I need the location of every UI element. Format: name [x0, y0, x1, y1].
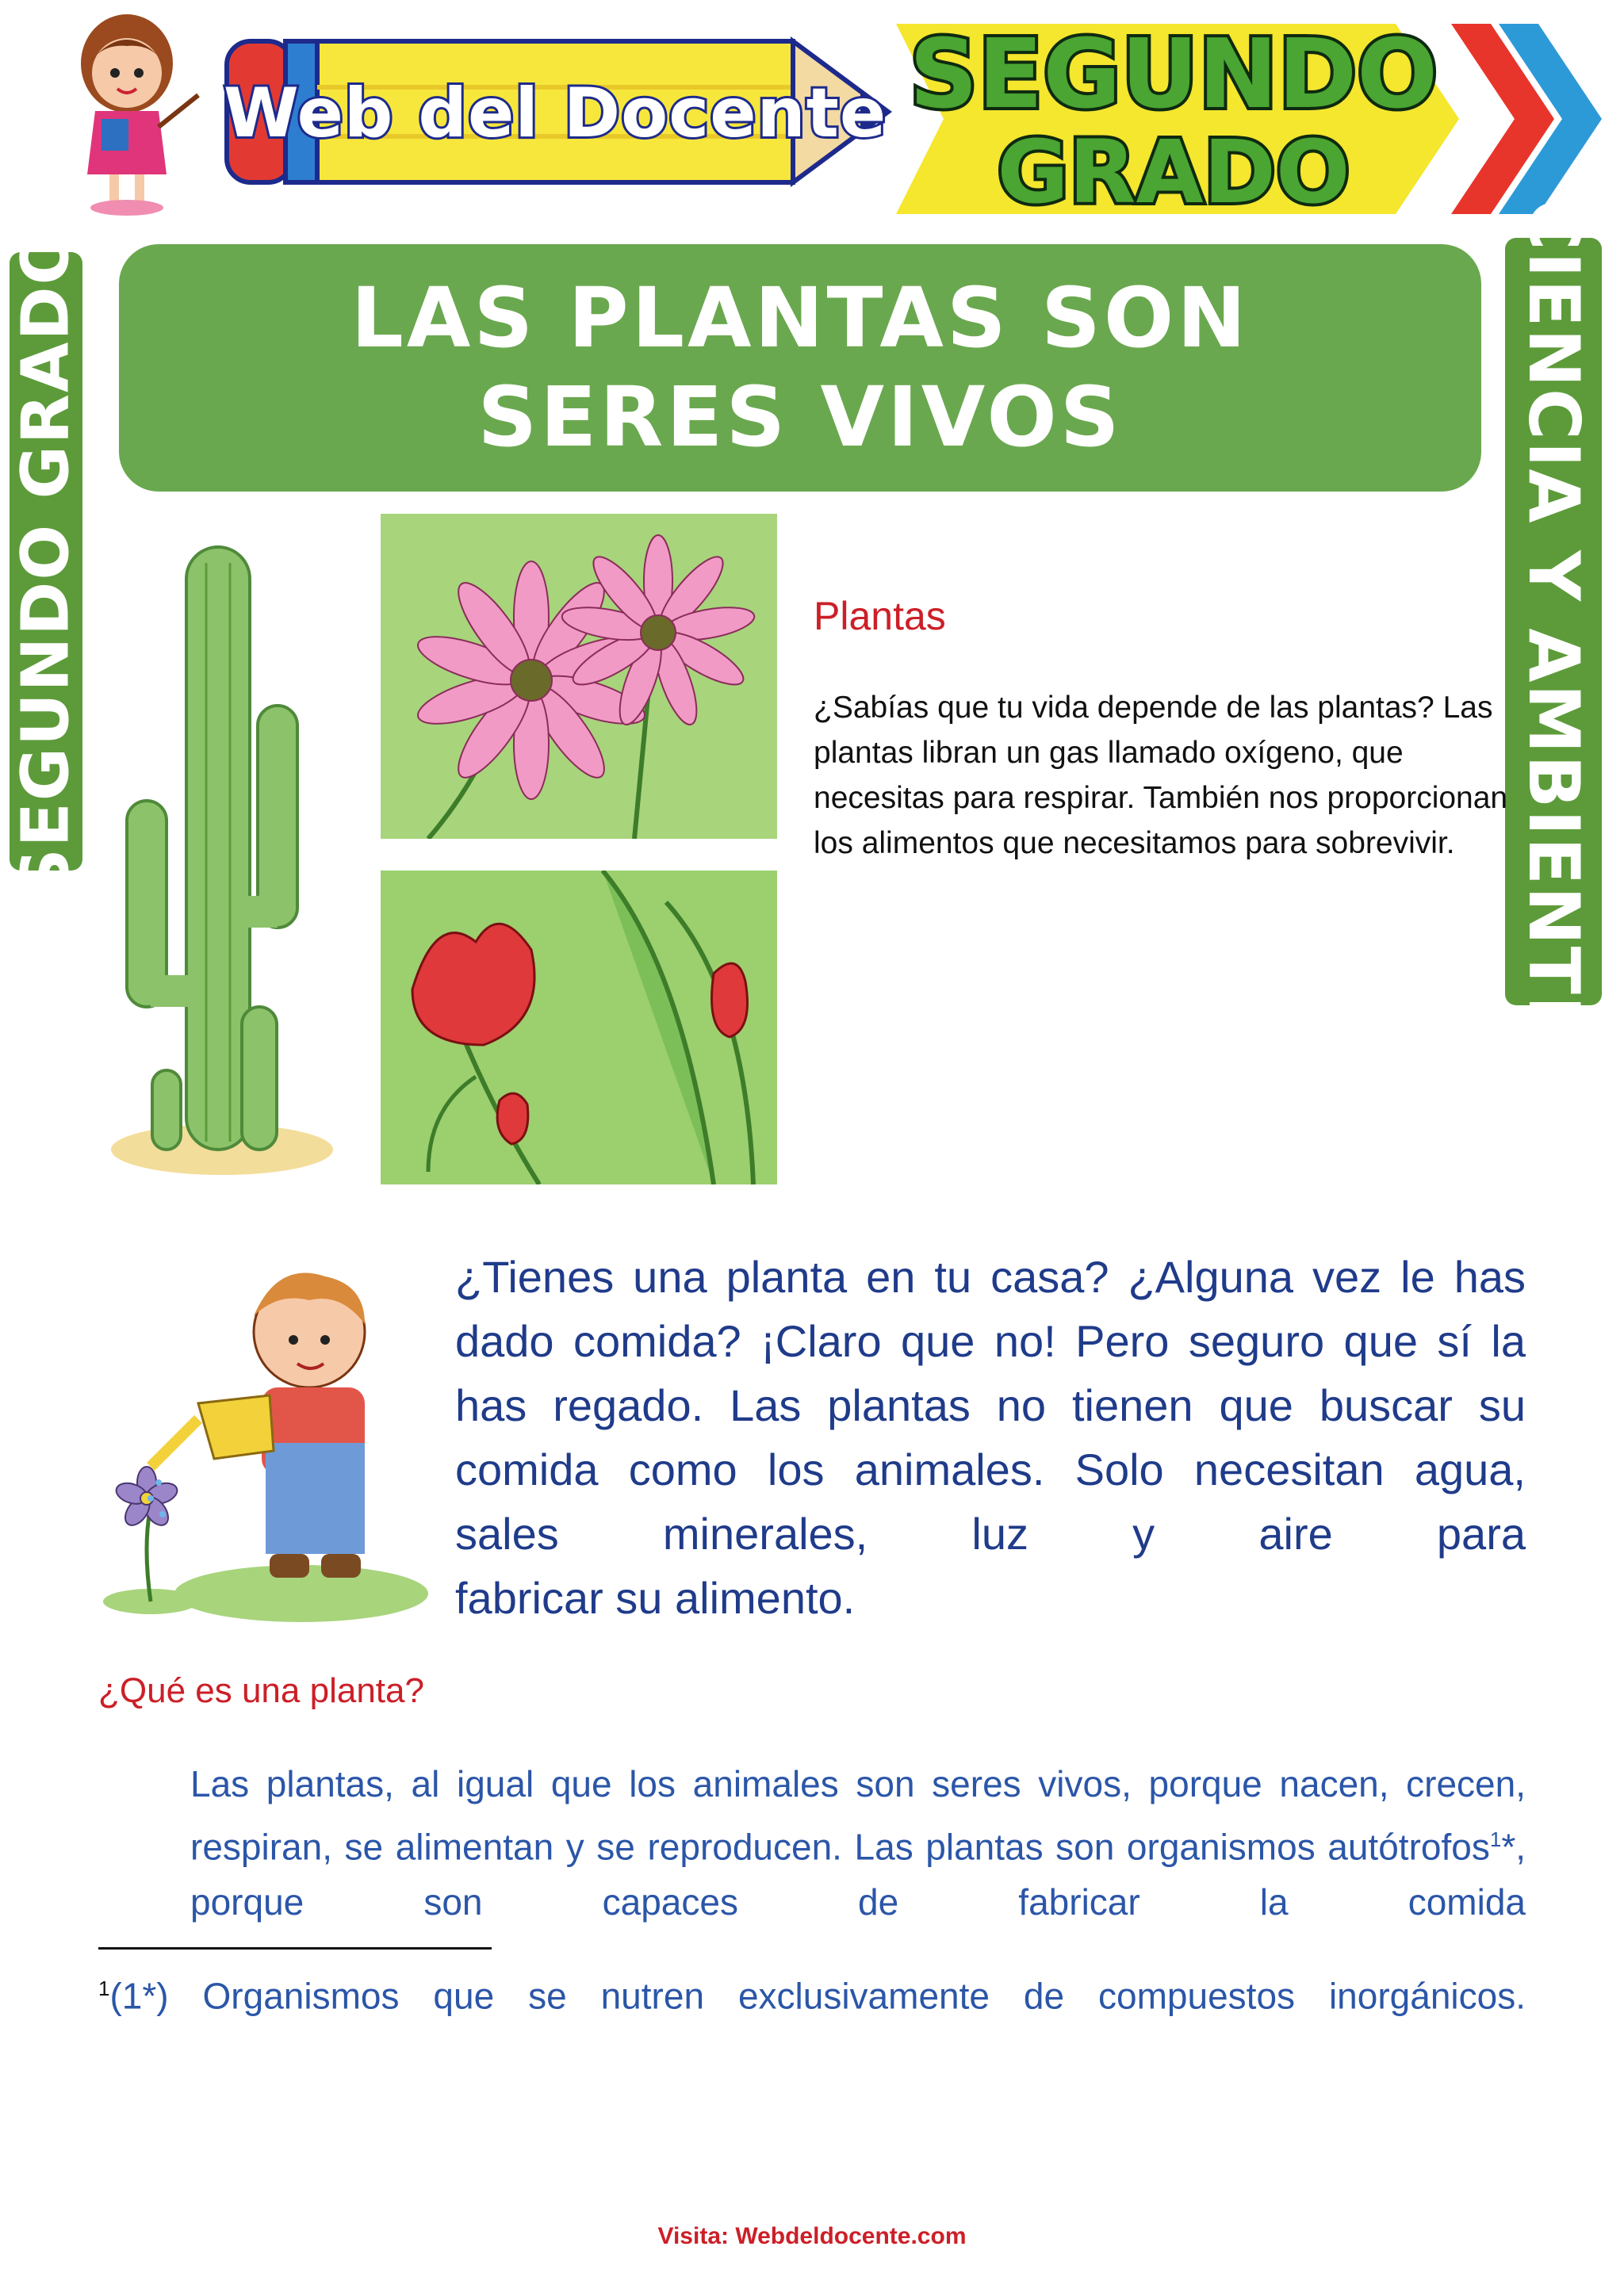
grade-badge — [896, 20, 1602, 223]
watering-paragraph-main: ¿Tienes una planta en tu casa? ¿Alguna vez le has dado comida? ¡Claro que no! Pero seguro que sí la has regado. Las plantas no tienen que buscar su comida como los animales. Solo necesitan agua, sales minerales, luz y aire para — [455, 1252, 1526, 1559]
left-side-banner-text: SEGUNDO GRADO — [8, 228, 84, 895]
footnote — [98, 1965, 1526, 2019]
definition-text: Las plantas, al igual que los animales son seres vivos, porque nacen, crecen, respiran, se alimentan y se reproducen. Las plantas son organismos autótrofos — [190, 1763, 1526, 1868]
section-heading-plantas: Plantas — [814, 594, 946, 638]
footnote-divider — [98, 1947, 492, 1950]
boy-watering-plant-illustration — [79, 1245, 428, 1625]
page-header — [0, 0, 1624, 230]
right-side-banner — [1505, 198, 1602, 1045]
grade-line2-text: GRADO — [997, 121, 1350, 223]
pink-flowers-illustration — [381, 514, 777, 839]
footnote-number: 1 — [98, 1976, 110, 2000]
page-title: LAS PLANTAS SON SERES VIVOS — [350, 270, 1250, 465]
pencil-logo — [224, 41, 888, 182]
footnote-marker: 1 — [1489, 1827, 1502, 1851]
red-tulips-illustration — [381, 871, 777, 1184]
left-side-banner — [8, 228, 84, 895]
definition-text-end: *, porque son capaces de fabricar la comida — [190, 1826, 1526, 1923]
watering-paragraph — [455, 1245, 1526, 1630]
grade-line1-text: SEGUNDO — [909, 20, 1438, 130]
section-heading-que-es-una-planta: ¿Qué es una planta? — [98, 1671, 424, 1710]
watering-paragraph-last-line: fabricar su alimento. — [455, 1573, 856, 1623]
title-box — [119, 244, 1481, 492]
definition-paragraph — [190, 1756, 1526, 1930]
logo-text: Web del Docente — [223, 74, 887, 153]
intro-paragraph: ¿Sabías que tu vida depende de las plantas? Las plantas libran un gas llamado oxígeno, que necesitas para respirar. También nos proporcionan los alimentos que necesitamos para sobrevivir. — [814, 691, 1508, 860]
right-side-banner-text: CIENCIA Y AMBIENTE — [1512, 198, 1595, 1045]
footnote-text: (1*) Organismos que se nutren exclusivamente de compuestos inorgánicos. — [109, 1975, 1526, 2017]
cactus-illustration — [103, 531, 341, 1181]
teacher-mascot-illustration — [81, 14, 198, 216]
footer-visit-link[interactable]: Visita: Webdeldocente.com — [657, 2223, 967, 2249]
